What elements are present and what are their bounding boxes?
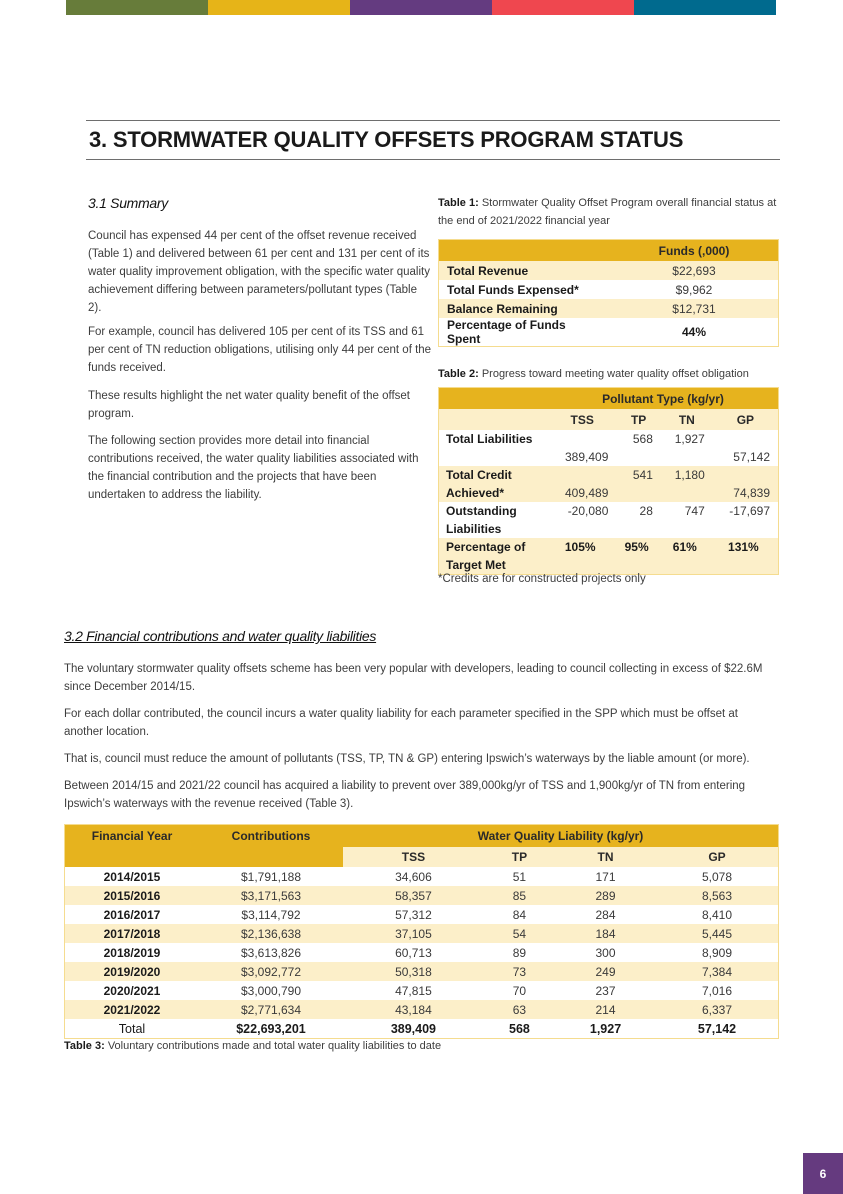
column-header-gp: GP (713, 409, 779, 430)
cell-gp: 131% (713, 538, 779, 575)
cell-year: 2018/2019 (65, 943, 200, 962)
row-label: Total Liabilities (439, 430, 549, 466)
cell-tn: 184 (555, 924, 656, 943)
color-segment-green (66, 0, 208, 15)
table-row (65, 924, 779, 943)
column-header-tp: TP (484, 847, 555, 867)
table-row (65, 962, 779, 981)
cell-tn: 289 (555, 886, 656, 905)
table-row (65, 905, 779, 924)
cell-tn: 237 (555, 981, 656, 1000)
cell-tp: 568 (484, 1019, 555, 1039)
cell-gp: 57,142 (656, 1019, 778, 1039)
color-bar (66, 0, 776, 15)
table-header-empty (439, 388, 549, 410)
cell-tp: 54 (484, 924, 555, 943)
cell-tp: 541 (616, 466, 660, 502)
cell-tp: 63 (484, 1000, 555, 1019)
table-header-row (65, 825, 779, 848)
cell-tp: 73 (484, 962, 555, 981)
table2-caption-label: Table 2: (438, 368, 479, 380)
table-total-row (65, 1019, 779, 1039)
cell-tss: 47,815 (343, 981, 484, 1000)
column-header-tn: TN (661, 409, 713, 430)
cell-tn: 1,927 (661, 430, 713, 466)
column-header-contributions: Contributions (199, 825, 343, 848)
table-header-empty (439, 409, 549, 430)
cell-gp: 8,563 (656, 886, 778, 905)
table2-caption (438, 365, 783, 383)
table-header-empty (199, 847, 343, 867)
cell-gp: 5,445 (656, 924, 778, 943)
table-row (65, 1000, 779, 1019)
cell-year: 2019/2020 (65, 962, 200, 981)
cell-gp: 74,839 (733, 486, 770, 500)
cell-tn: 249 (555, 962, 656, 981)
cell-contributions: $3,092,772 (199, 962, 343, 981)
cell-tn: 284 (555, 905, 656, 924)
table3-caption-label: Table 3: (64, 1040, 105, 1052)
row-value: 44% (610, 318, 779, 347)
cell-tp: 95% (616, 538, 660, 575)
row-label: Outstanding Liabilities (439, 502, 549, 538)
cell-year: 2016/2017 (65, 905, 200, 924)
table-subheader-row (439, 409, 779, 430)
column-header-gp: GP (656, 847, 778, 867)
cell-tss: 57,312 (343, 905, 484, 924)
row-label: Balance Remaining (439, 299, 611, 318)
cell-year: 2021/2022 (65, 1000, 200, 1019)
color-segment-purple (350, 0, 492, 15)
column-header-tn: TN (555, 847, 656, 867)
cell-year: 2017/2018 (65, 924, 200, 943)
section-paragraph: For each dollar contributed, the council incurs a water quality liability for each parameter specified in the SPP which must be offset at another location. (64, 708, 738, 738)
cell-tss: -20,080 (548, 502, 616, 538)
cell-tss: 58,357 (343, 886, 484, 905)
cell-contributions: $3,613,826 (199, 943, 343, 962)
cell-tp: 568 (616, 430, 660, 466)
cell-tss: 105% (548, 538, 616, 575)
cell-tp: 28 (616, 502, 660, 538)
color-segment-red (492, 0, 634, 15)
row-label: Total Credit Achieved* (439, 466, 549, 502)
cell-tss: 37,105 (343, 924, 484, 943)
cell-gp: 8,909 (656, 943, 778, 962)
section-paragraph: The voluntary stormwater quality offsets scheme has been very popular with developers, leading to council collecting in excess of $22.6M since December 2014/15. (64, 663, 763, 693)
section-paragraph: Between 2014/15 and 2021/22 council has acquired a liability to prevent over 389,000kg/yr of TSS and 1,900kg/yr of TN from entering Ipswich’s waterways with the revenue received (Table 3). (64, 780, 746, 810)
row-label: Total Funds Expensed* (439, 280, 611, 299)
table-subheader-row (65, 847, 779, 867)
column-header-tss: TSS (343, 847, 484, 867)
cell-tss: 43,184 (343, 1000, 484, 1019)
cell-tn: 214 (555, 1000, 656, 1019)
cell-tn: 747 (661, 502, 713, 538)
table1-caption (438, 194, 783, 230)
cell-tss: 34,606 (343, 867, 484, 886)
cell-gp: 7,384 (656, 962, 778, 981)
cell-gp: 5,078 (656, 867, 778, 886)
table-header-empty (65, 847, 200, 867)
obligation-progress-table (438, 387, 779, 575)
column-header-water-quality-liability: Water Quality Liability (kg/yr) (343, 825, 779, 848)
cell-tp: 84 (484, 905, 555, 924)
cell-tp: 51 (484, 867, 555, 886)
section-paragraph: That is, council must reduce the amount of pollutants (TSS, TP, TN & GP) entering Ipswich’s waterways by the liable amount (or more). (64, 753, 750, 765)
row-value: $9,962 (610, 280, 779, 299)
cell-tss: 50,318 (343, 962, 484, 981)
table2-footnote: *Credits are for constructed projects only (438, 573, 646, 585)
contributions-liabilities-table (64, 824, 779, 1039)
cell-tss: 389,409 (343, 1019, 484, 1039)
cell-contributions: $3,000,790 (199, 981, 343, 1000)
cell-gp: 7,016 (656, 981, 778, 1000)
column-header-tp: TP (616, 409, 660, 430)
page-title-block (86, 120, 780, 160)
table-row (439, 430, 779, 466)
page-number: 6 (803, 1153, 843, 1194)
section-3-2-heading: 3.2 Financial contributions and water quality liabilities (64, 628, 377, 644)
table-row (439, 318, 779, 347)
table-header-pollutant-type: Pollutant Type (kg/yr) (548, 388, 779, 410)
column-header-tss: TSS (548, 409, 616, 430)
table-row (65, 886, 779, 905)
cell-tss: 60,713 (343, 943, 484, 962)
row-label: Percentage of Funds Spent (439, 318, 611, 347)
table-row (65, 943, 779, 962)
cell-gp: 57,142 (733, 450, 770, 464)
table-row (439, 502, 779, 538)
cell-contributions: $1,791,188 (199, 867, 343, 886)
cell-gp: 8,410 (656, 905, 778, 924)
table-row (439, 280, 779, 299)
table-row (439, 261, 779, 280)
table-header-funds: Funds (,000) (610, 240, 779, 262)
cell-tss: 389,409 (565, 450, 609, 464)
cell-contributions: $2,771,634 (199, 1000, 343, 1019)
table1-caption-label: Table 1: (438, 197, 479, 209)
cell-contributions: $22,693,201 (199, 1019, 343, 1039)
table-row (439, 299, 779, 318)
summary-paragraph: Council has expensed 44 per cent of the offset revenue received (Table 1) and delivered between 61 per cent and 131 per cent of its water quality improvement obligation, with the specific water quality achievement differing between parameters/pollutant types (Table 2). (88, 230, 430, 314)
cell-tn: 1,927 (555, 1019, 656, 1039)
cell-tp: 85 (484, 886, 555, 905)
row-value: $12,731 (610, 299, 779, 318)
cell-contributions: $3,171,563 (199, 886, 343, 905)
cell-tn: 1,180 (661, 466, 713, 502)
cell-tn: 61% (661, 538, 713, 575)
color-segment-blue (634, 0, 776, 15)
financial-status-table (438, 239, 779, 347)
cell-tn: 171 (555, 867, 656, 886)
cell-year: 2014/2015 (65, 867, 200, 886)
cell-gp: -17,697 (713, 502, 779, 538)
table1-caption-text: Stormwater Quality Offset Program overall financial status at the end of 2021/2022 financial year (438, 197, 777, 227)
cell-tp: 89 (484, 943, 555, 962)
page-title: 3. STORMWATER QUALITY OFFSETS PROGRAM STATUS (89, 127, 684, 152)
cell-gp: 6,337 (656, 1000, 778, 1019)
cell-year: Total (65, 1019, 200, 1039)
table2-caption-text: Progress toward meeting water quality offset obligation (478, 368, 749, 380)
table-header-empty (439, 240, 611, 262)
table3-caption-text: Voluntary contributions made and total water quality liabilities to date (104, 1040, 442, 1052)
summary-paragraph: For example, council has delivered 105 per cent of its TSS and 61 per cent of TN reduction obligations, utilising only 44 per cent of the funds received. (88, 326, 432, 374)
table-row (65, 867, 779, 886)
cell-contributions: $2,136,638 (199, 924, 343, 943)
column-header-financial-year: Financial Year (65, 825, 200, 848)
table-row (439, 466, 779, 502)
table-header-row (439, 240, 779, 262)
row-value: $22,693 (610, 261, 779, 280)
row-label: Total Revenue (439, 261, 611, 280)
cell-year: 2020/2021 (65, 981, 200, 1000)
row-label: Percentage of Target Met (439, 538, 549, 575)
table-row (65, 981, 779, 1000)
summary-heading: 3.1 Summary (88, 195, 168, 211)
table3-caption (64, 1037, 441, 1055)
color-segment-yellow (208, 0, 350, 15)
cell-contributions: $3,114,792 (199, 905, 343, 924)
cell-tss: 409,489 (565, 486, 609, 500)
summary-paragraph: These results highlight the net water quality benefit of the offset program. (88, 390, 410, 420)
cell-tp: 70 (484, 981, 555, 1000)
cell-tn: 300 (555, 943, 656, 962)
summary-paragraph: The following section provides more detail into financial contributions received, the water quality liabilities associated with the financial contribution and the projects that have been undertaken to address the liability. (88, 435, 419, 501)
cell-year: 2015/2016 (65, 886, 200, 905)
table-group-header-row (439, 388, 779, 410)
